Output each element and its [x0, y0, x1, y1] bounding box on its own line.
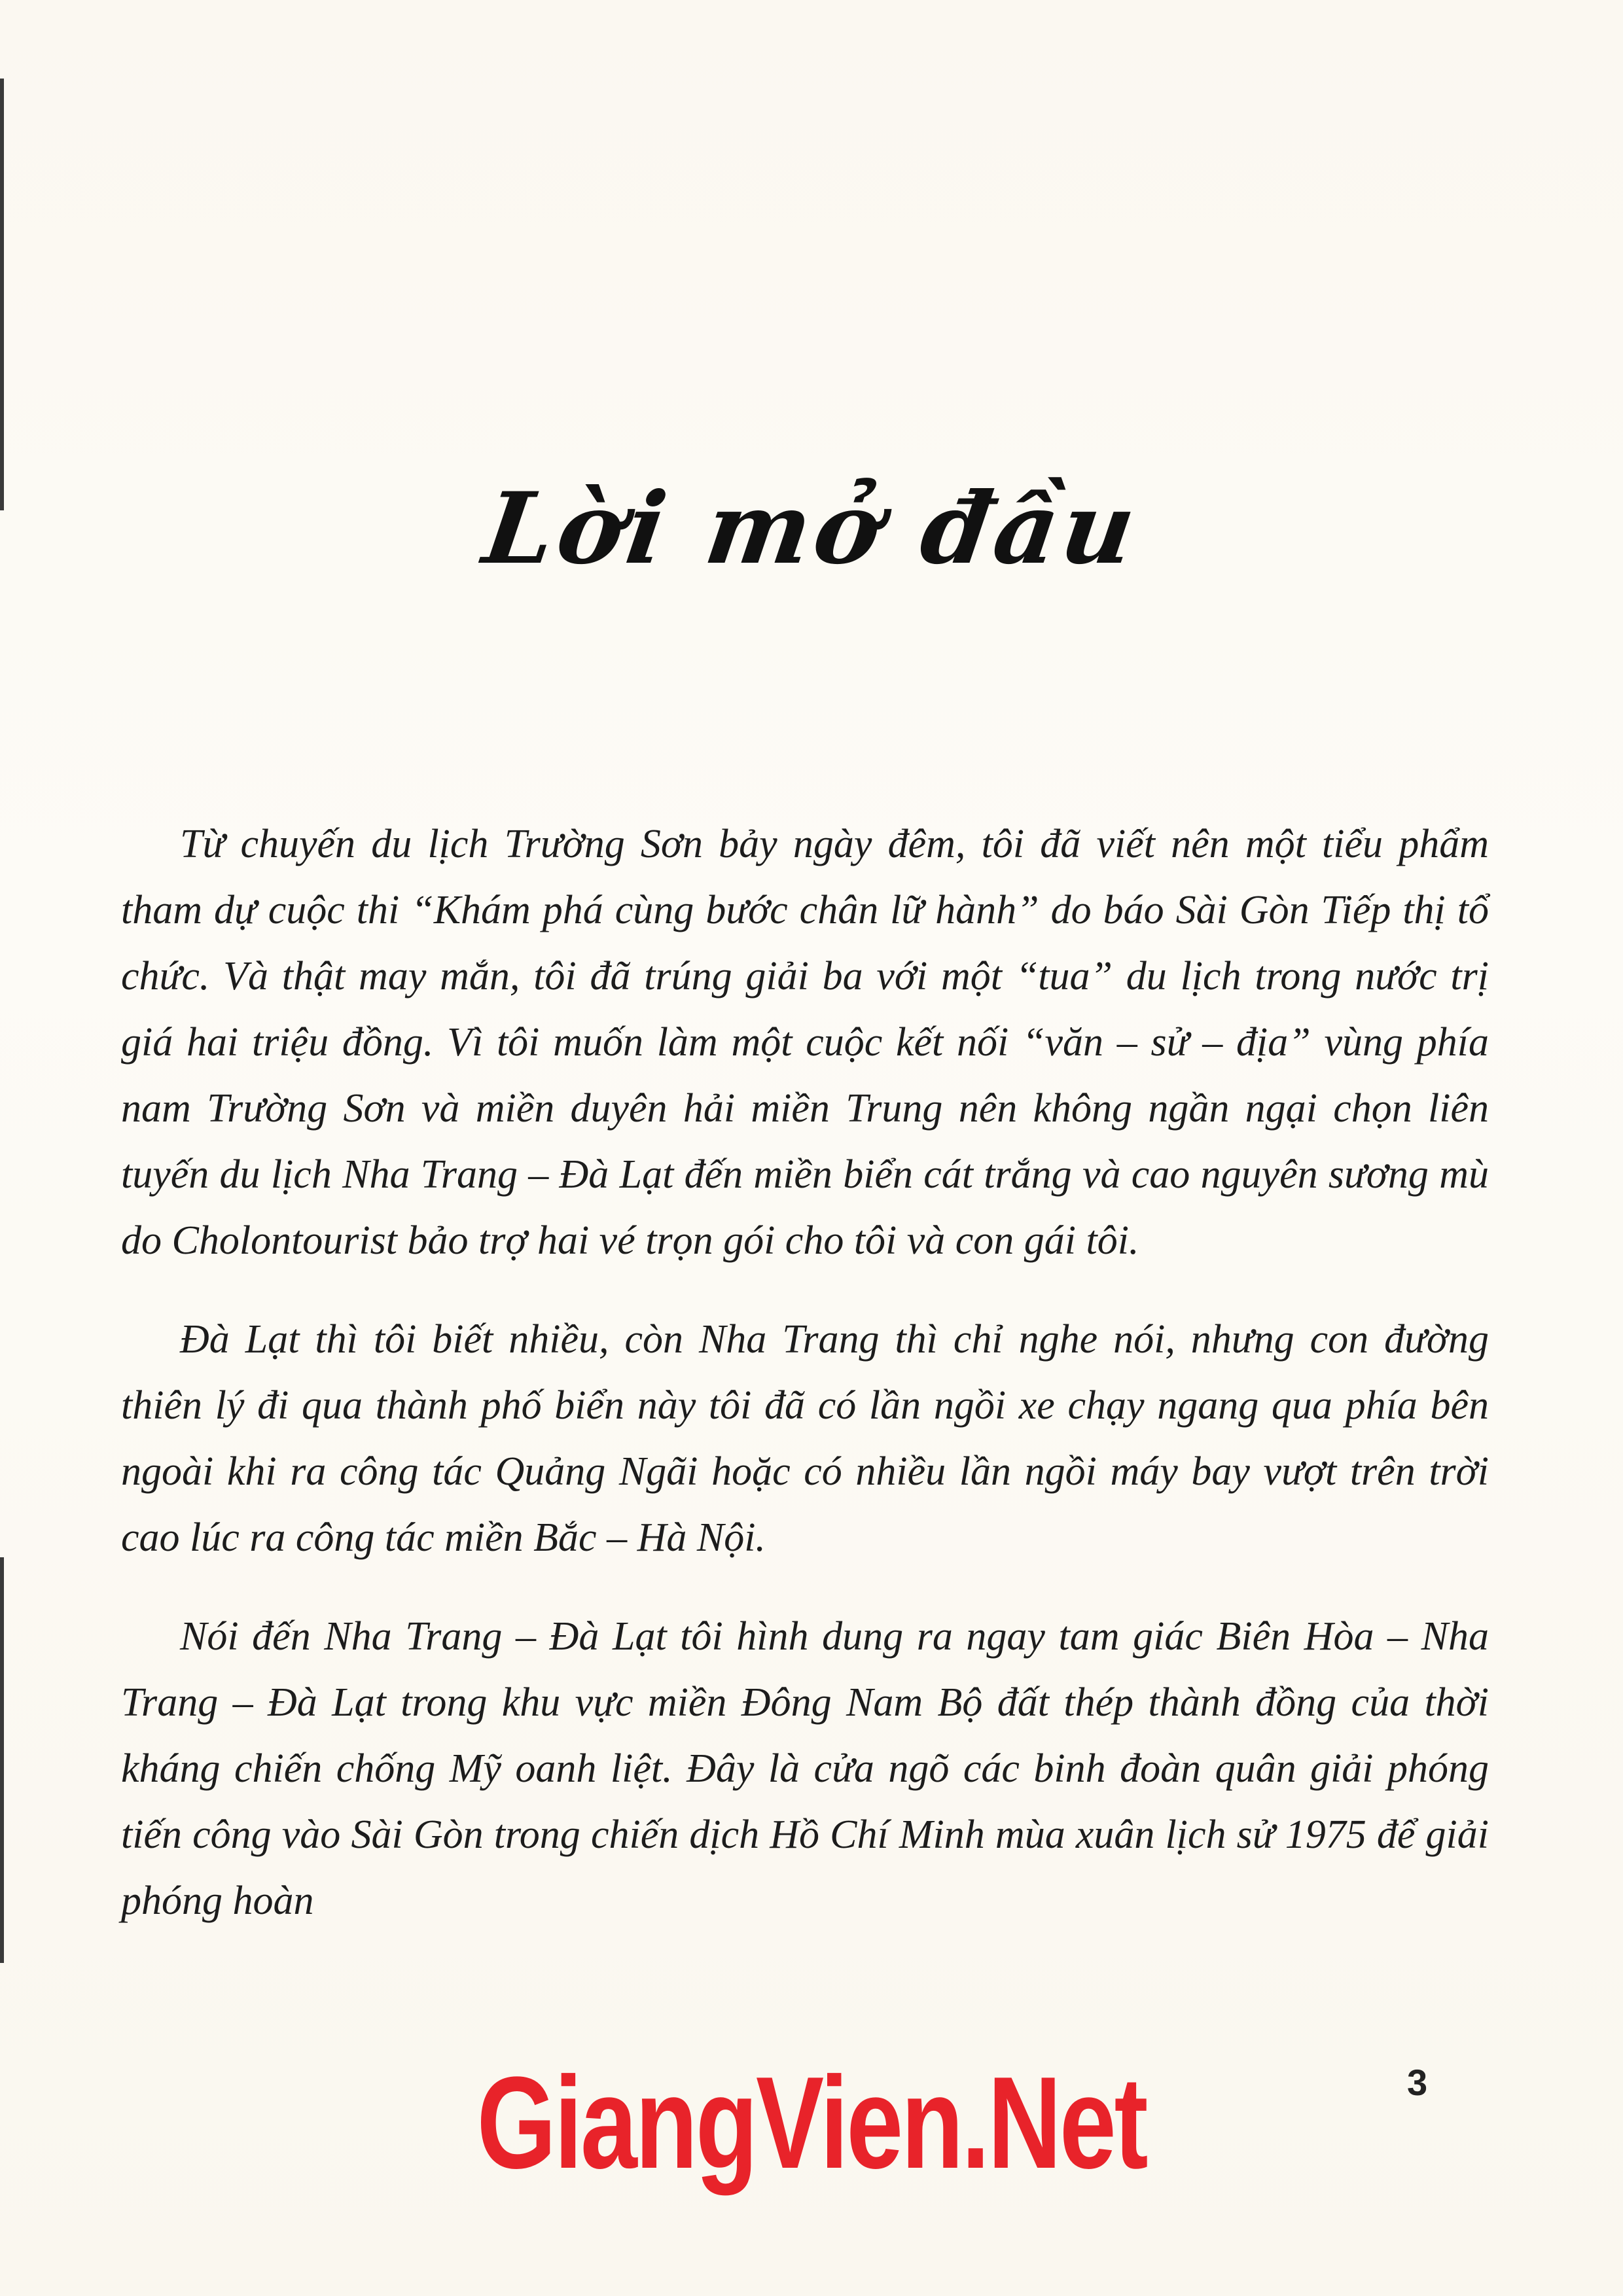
page-number: 3 — [1407, 2062, 1428, 2103]
watermark-logo: GiangVien.Net — [476, 2050, 1147, 2196]
scan-edge-bottom — [0, 1557, 4, 1963]
paragraph-2: Đà Lạt thì tôi biết nhiều, còn Nha Trang thì chỉ nghe nói, nhưng con đường thiên lý đi qua thành phố biển này tôi đã có lần ngồi xe chạy ngang qua phía bên ngoài khi ra công tác Quảng Ngãi hoặc có nhiều lần ngồi máy bay vượt trên trời cao lúc ra công tác miền Bắc – Hà Nội. — [121, 1317, 1489, 1560]
paragraph-1: Từ chuyến du lịch Trường Sơn bảy ngày đêm, tôi đã viết nên một tiểu phẩm tham dự cuộc thi “Khám phá cùng bước chân lữ hành” do báo Sài Gòn Tiếp thị tổ chức. Và thật may mắn, tôi đã trúng giải ba với một “tua” du lịch trong nước trị giá hai triệu đồng. Vì tôi muốn làm một cuộc kết nối “văn – sử – địa” vùng phía nam Trường Sơn và miền duyên hải miền Trung nên không ngần ngại chọn liên tuyến du lịch Nha Trang – Đà Lạt đến miền biển cát trắng và cao nguyên sương mù do Cholontourist bảo trợ hai vé trọn gói cho tôi và con gái tôi. — [121, 822, 1489, 1263]
body-text — [121, 811, 1489, 1967]
chapter-title: Lời mở đầu — [477, 471, 1146, 586]
paragraph-3: Nói đến Nha Trang – Đà Lạt tôi hình dung ra ngay tam giác Biên Hòa – Nha Trang – Đà Lạt trong khu vực miền Đông Nam Bộ đất thép thành đồng của thời kháng chiến chống Mỹ oanh liệt. Đây là cửa ngõ các binh đoàn quân giải phóng tiến công vào Sài Gòn trong chiến dịch Hồ Chí Minh mùa xuân lịch sử 1975 để giải phóng hoàn — [121, 1614, 1489, 1923]
scan-edge-top — [0, 79, 4, 510]
